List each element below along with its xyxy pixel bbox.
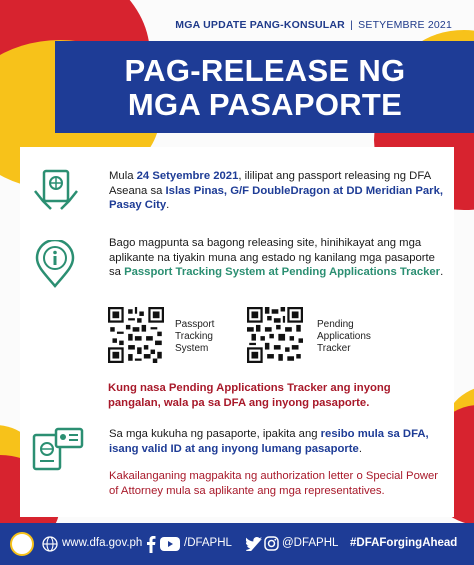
info-pin-icon: [33, 240, 77, 288]
series-month: SETYEMBRE 2021: [358, 19, 452, 31]
social-handle-facebook-youtube[interactable]: /DFAPHL: [184, 537, 232, 549]
series-header: [0, 19, 474, 31]
passport-hands-icon: [33, 167, 79, 213]
section-2-text: [109, 236, 444, 280]
campaign-hashtag[interactable]: #DFAForgingAhead: [350, 537, 458, 549]
text-fragment: Mula: [109, 170, 137, 182]
pending-notice: Kung nasa Pending Applications Tracker ang inyong pangalan, wala pa sa DFA ang inyong pasaporte.: [108, 382, 391, 409]
qr-label-line: Passport: [175, 319, 215, 330]
page-title: [55, 54, 474, 122]
qr-label-line: Applications: [317, 331, 371, 342]
tracking-systems: Passport Tracking System at Pending Applications Tracker: [124, 266, 441, 278]
dfa-seal-icon: [10, 532, 34, 556]
required-documents: resibo mula sa DFA, isang valid ID at ang inyong lumang pasaporte: [109, 428, 429, 455]
title-banner: [55, 41, 474, 133]
content-card: [20, 147, 454, 517]
text-fragment: .: [166, 199, 170, 211]
release-date: 24 Setyembre 2021: [136, 170, 239, 182]
text-fragment: , ililipat ang passport releasing ng DFA Aseana sa: [109, 170, 431, 197]
text-fragment: Sa mga kukuha ng pasaporte, ipakita ang: [109, 428, 321, 440]
series-name: MGA UPDATE PANG-KONSULAR: [175, 19, 345, 31]
passport-id-icon: [32, 425, 84, 471]
qr-label-pending-applications: [317, 319, 371, 355]
website-link[interactable]: www.dfa.gov.ph: [62, 537, 143, 549]
section-3-text: [109, 427, 444, 456]
authorization-notice: Kakailanganing magpakita ng authorization letter o Special Power of Attorney mula sa aplikante ang mga representatives.: [109, 470, 439, 497]
series-separator: |: [350, 19, 354, 31]
text-fragment: .: [358, 442, 362, 455]
qr-label-line: Tracker: [317, 343, 351, 354]
instagram-icon[interactable]: [264, 536, 279, 551]
qr-label-line: System: [175, 343, 209, 354]
facebook-icon[interactable]: [146, 535, 156, 553]
youtube-icon[interactable]: [160, 537, 180, 551]
qr-label-passport-tracking: [175, 319, 214, 355]
qr-code-passport-tracking[interactable]: [108, 307, 164, 363]
qr-label-line: Tracking: [175, 331, 213, 342]
globe-icon: [42, 536, 58, 552]
section-1-text: [109, 169, 444, 213]
title-line-1: PAG-RELEASE NG: [124, 53, 406, 88]
qr-label-line: Pending: [317, 319, 354, 330]
title-line-2: MGA PASAPORTE: [127, 87, 403, 122]
text-fragment: .: [440, 266, 444, 278]
qr-code-pending-applications[interactable]: [247, 307, 303, 363]
social-handle-twitter-instagram[interactable]: @DFAPHL: [282, 537, 339, 549]
twitter-icon[interactable]: [246, 537, 262, 551]
footer-bar: [0, 523, 474, 565]
text-fragment: Bago magpunta sa bagong releasing site, hinihikayat ang mga aplikante na tiyakin muna ang estado ng kanilang mga pasaporte sa: [109, 237, 435, 278]
release-location: Islas Pinas, G/F DoubleDragon at DD Meridian Park, Pasay City: [109, 184, 444, 211]
